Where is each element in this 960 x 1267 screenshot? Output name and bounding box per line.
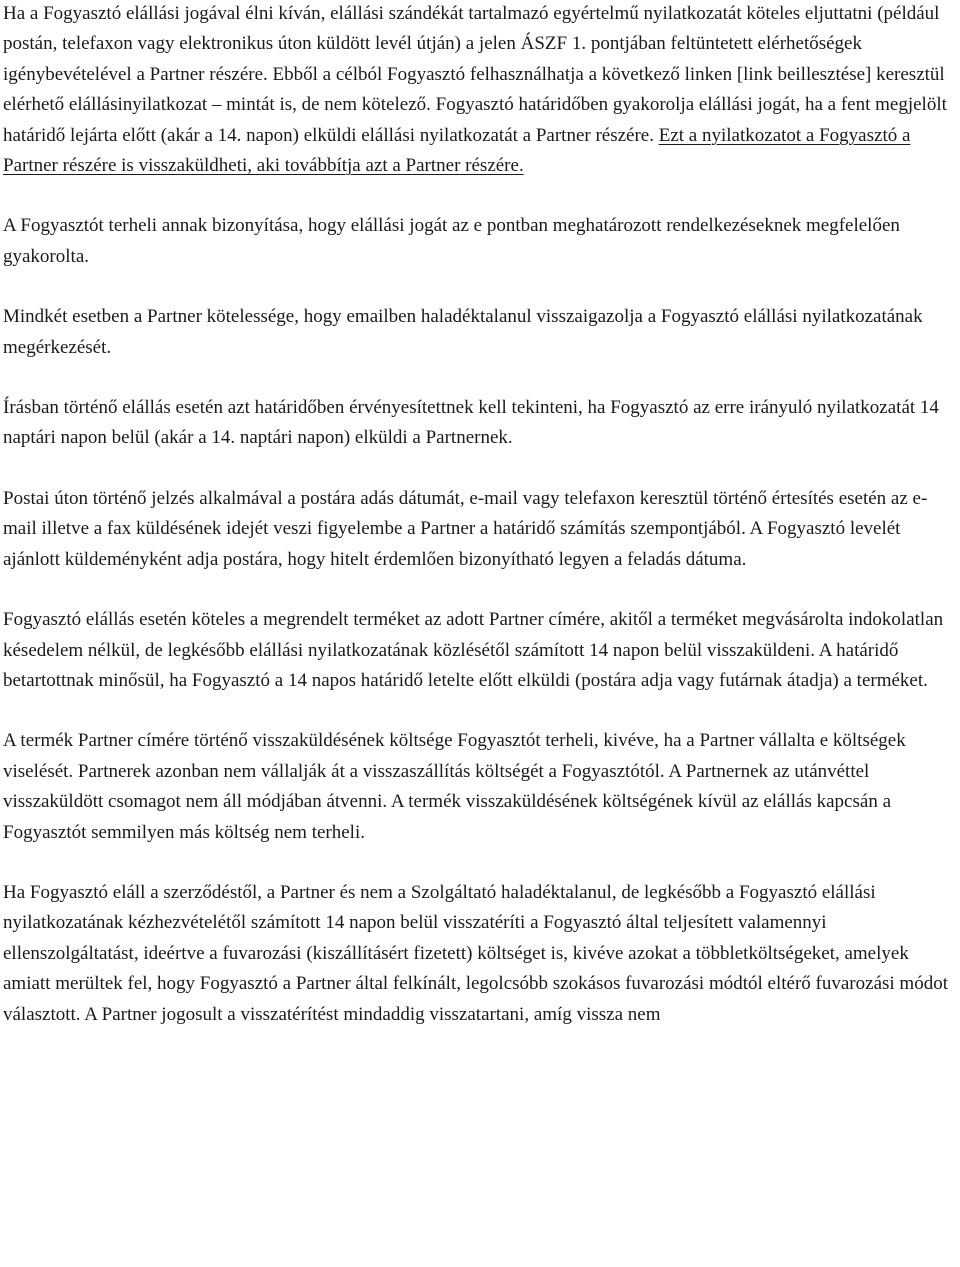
paragraph-text: A Fogyasztót terheli annak bizonyítása, hogy elállási jogát az e pontban meghatározott rendelkezéseknek megfelelően gyakorolta. <box>3 215 900 267</box>
paragraph-withdrawal-declaration <box>3 0 957 181</box>
paragraph-burden-of-proof <box>3 211 957 272</box>
paragraph-text: Postai úton történő jelzés alkalmával a postára adás dátumát, e-mail vagy telefaxon keresztül történő értesítés esetén az e-mail illetve a fax küldésének idejét veszi figyelembe a Partner a határidő számítás szempontjából. A Fogyasztó levelét ajánlott küldeményként adja postára, hogy hitelt érdemlően bizonyítható legyen a feladás dátuma. <box>3 487 928 570</box>
document-page <box>3 0 957 1060</box>
paragraph-text: Mindkét esetben a Partner kötelessége, hogy emailben haladéktalanul visszaigazolja a Fogyasztó elállási nyilatkozatának megérkezését. <box>3 306 923 358</box>
paragraph-text: Írásban történő elállás esetén azt határidőben érvényesítettnek kell tekinteni, ha Fogyasztó az erre irányuló nyilatkozatát 14 naptári napon belül (akár a 14. naptári napon) elküldi a Partnernek. <box>3 397 939 449</box>
paragraph-postal-notice <box>3 484 957 575</box>
paragraph-text: Ha a Fogyasztó elállási jogával élni kíván, elállási szándékát tartalmazó egyértelmű nyilatkozatát köteles eljuttatni (például postán, telefaxon vagy elektronikus úton küldött levél útján) a jelen ÁSZF 1. pontjában feltüntetett elérhetőségek igénybevételével a Partner részére. Ebből a célból Fogyasztó felhasználhatja a következő linken [link beillesztése] keresztül elérhető elállásinyilatkozat – mintát is, de nem kötelező. Fogyasztó határidőben gyakorolja elállási jogát, ha a fent megjelölt határidő lejárta előtt (akár a 14. napon) elküldi elállási nyilatkozatát a Partner részére. <box>3 3 947 146</box>
paragraph-text: Fogyasztó elállás esetén köteles a megrendelt terméket az adott Partner címére, akitől a terméket megvásárolta indokolatlan késedelem nélkül, de legkésőbb elállási nyilatkozatának közlésétől számított 14 napon belül visszaküldeni. A határidő betartottnak minősül, ha Fogyasztó a 14 napos határidő letelte előtt elküldi (postára adja vagy futárnak átadja) a terméket. <box>3 609 944 691</box>
paragraph-text: Ha Fogyasztó eláll a szerződéstől, a Partner és nem a Szolgáltató haladéktalanul, de legkésőbb a Fogyasztó elállási nyilatkozatának kézhezvételétől számított 14 napon belül visszatéríti a Fogyasztó által teljesített valamennyi ellenszolgáltatást, ideértve a fuvarozási (kiszállításért fizetett) költséget is, kivéve azokat a többletköltségeket, amelyek amiatt merültek fel, hogy Fogyasztó a Partner által felkínált, legolcsóbb szokásos fuvarozási módtól eltérő fuvarozási módot választott. A Partner jogosult a visszatérítést mindaddig visszatartani, amíg vissza nem <box>3 881 948 1025</box>
paragraph-text: A termék Partner címére történő visszaküldésének költsége Fogyasztót terheli, kivéve, ha a Partner vállalta e költségek viselését. Partnerek azonban nem vállalják át a visszaszállítás költségét a Fogyasztótól. A Partnernek az utánvéttel visszaküldött csomagot nem áll módjában átvenni. A termék visszaküldésének költségének kívül az elállás kapcsán a Fogyasztót semmilyen más költség nem terheli. <box>3 730 906 843</box>
paragraph-partner-confirmation <box>3 302 957 363</box>
paragraph-refund <box>3 878 957 1030</box>
paragraph-product-return <box>3 605 957 696</box>
underlined-text: Ezt a nyilatkozatot a Fogyasztó a Partner részére is visszaküldheti, aki továbbítja azt a Partner részére. <box>3 124 911 177</box>
paragraph-written-withdrawal <box>3 393 957 454</box>
paragraph-return-costs <box>3 726 957 848</box>
